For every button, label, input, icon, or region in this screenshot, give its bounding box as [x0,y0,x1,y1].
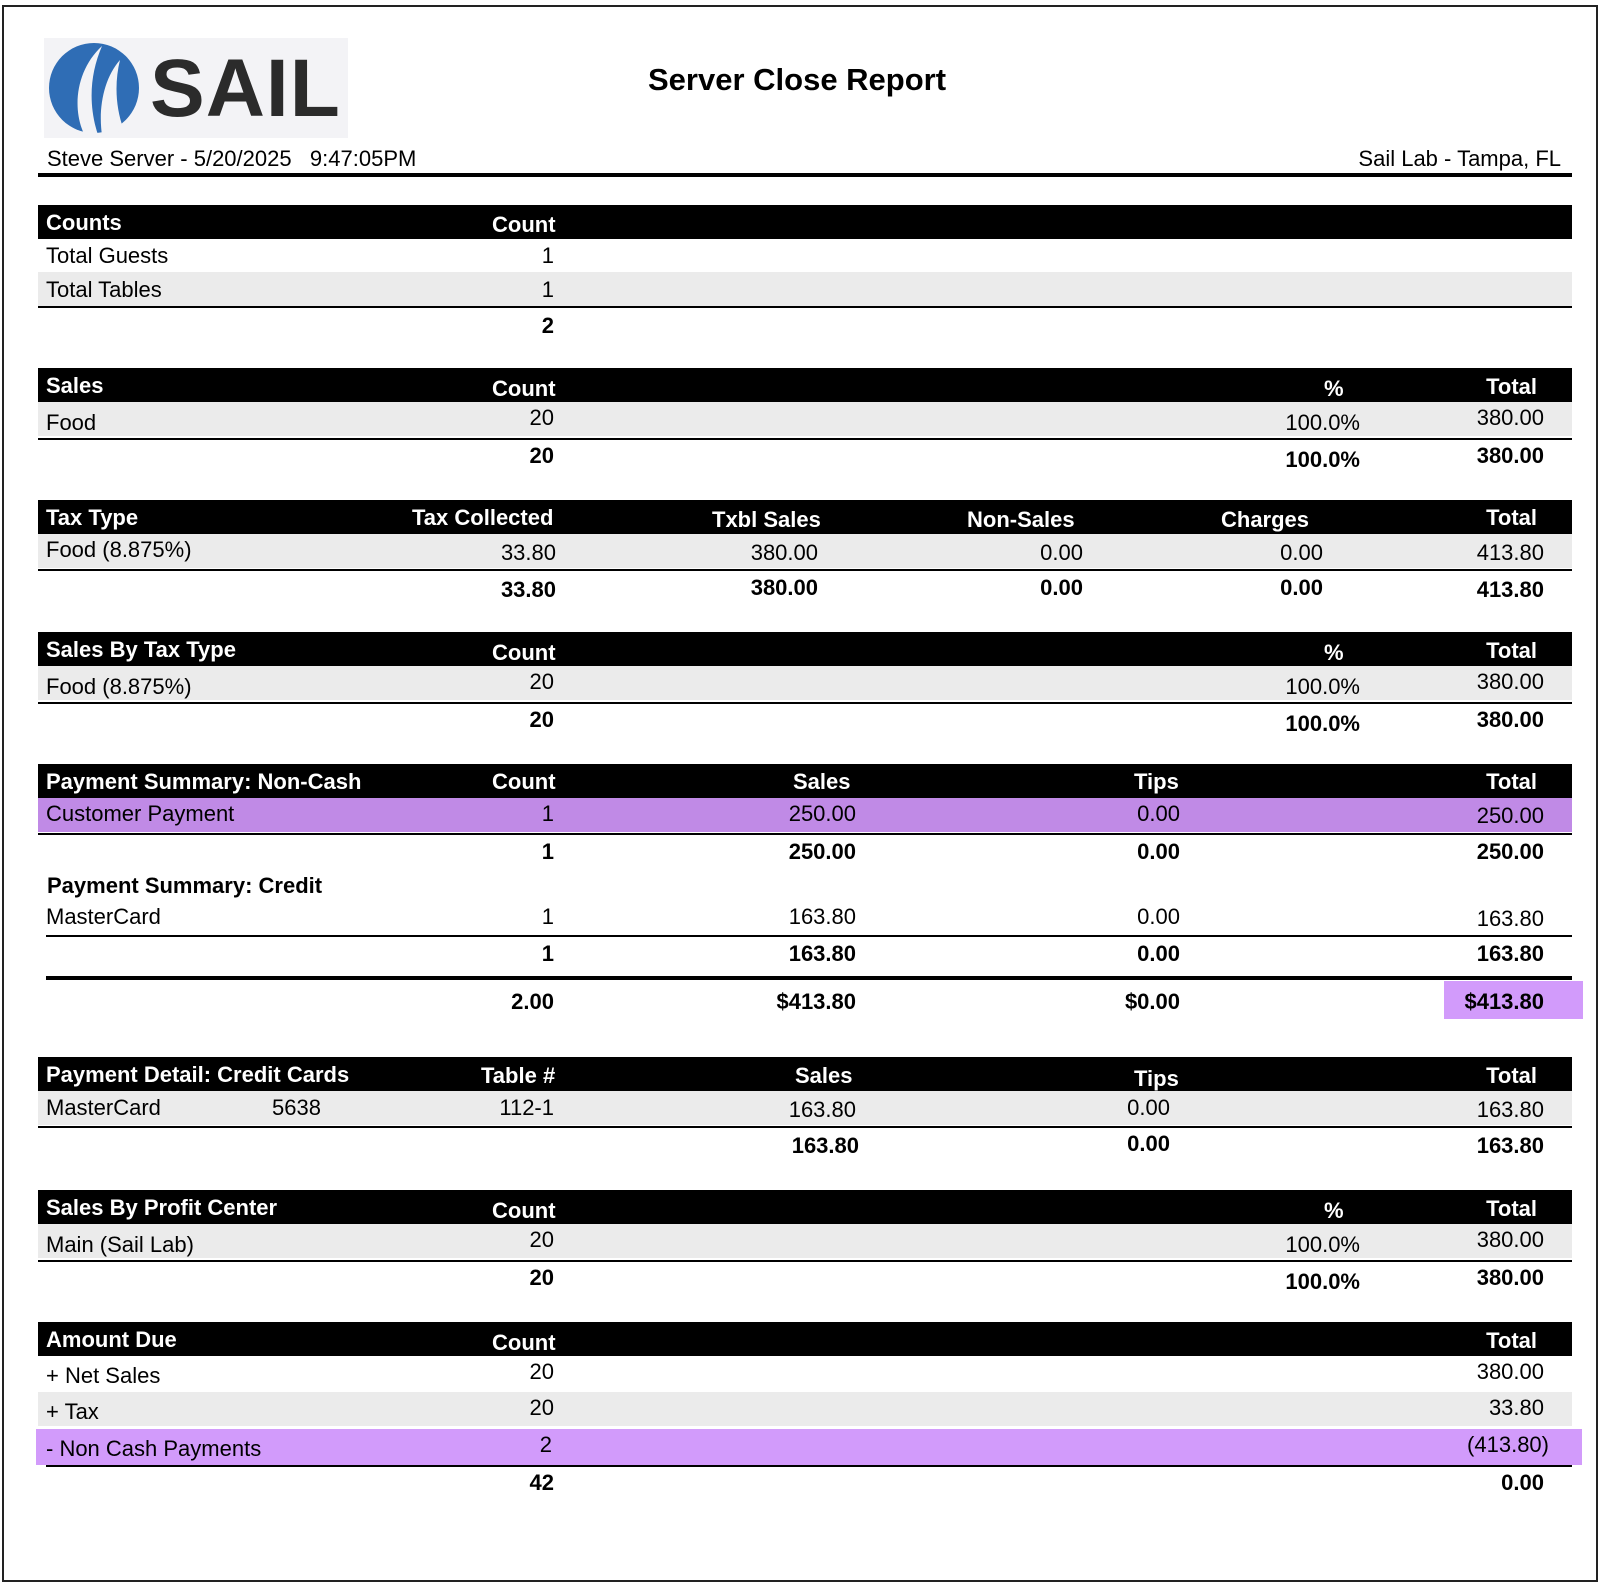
tax-header [38,500,1572,534]
txbl-col: Txbl Sales [712,507,821,532]
pct-col: % [1324,376,1344,401]
total-total: 413.80 [1476,577,1544,602]
row-count: 20 [529,669,554,694]
total-col: Total [1486,638,1537,663]
total-count: 2 [541,313,554,338]
total-collected: 33.80 [500,577,556,602]
total-count: 42 [529,1470,554,1495]
logo-text: SAIL [150,43,341,134]
total-count: 1 [541,941,554,966]
totals-row [38,308,1572,342]
table-row [38,1392,1572,1426]
total-tips: 0.00 [1137,941,1180,966]
row-total: 33.80 [1488,1395,1544,1420]
sail-logo-icon [44,38,144,138]
row-total: 380.00 [1476,1227,1544,1252]
total-count: 1 [541,839,554,864]
total-total: 380.00 [1476,707,1544,732]
logo [44,38,348,138]
count-col: Count [492,640,556,665]
total-sales: 163.80 [791,1133,859,1158]
totals-row [38,1262,1572,1296]
header-divider [38,173,1572,177]
row-count: 20 [529,405,554,430]
total-tips: 0.00 [1137,839,1180,864]
row-count: 1 [541,904,554,929]
table-row-highlighted [36,1429,1582,1465]
total-pct: 100.0% [1285,447,1360,472]
grand-total: $413.80 [1464,989,1544,1014]
count-col: Count [492,1330,556,1355]
totals-row [38,440,1572,474]
row-label: Food (8.875%) [46,537,192,562]
row-total: 413.80 [1476,540,1544,565]
totals-row [38,835,1572,869]
totals-row [38,572,1572,606]
nonsales-col: Non-Sales [967,507,1075,532]
sales-header [38,368,1572,402]
counts-title: Counts [46,210,122,235]
row-count: 1 [541,243,554,268]
sales-by-tax-title: Sales By Tax Type [46,637,236,662]
total-nonsales: 0.00 [1040,575,1083,600]
total-col: Total [1486,769,1537,794]
totals-row [38,1128,1572,1162]
counts-count-col: Count [492,212,556,237]
grand-count: 2.00 [511,989,554,1014]
total-col: Total [1486,1196,1537,1221]
row-label: MasterCard [46,904,161,929]
row-label: Total Guests [46,243,169,268]
row-txbl: 380.00 [750,540,818,565]
table-row [38,1224,1572,1258]
total-charges: 0.00 [1280,575,1323,600]
payment-summary-title: Payment Summary: Non-Cash [46,769,362,794]
row-charges: 0.00 [1280,540,1323,565]
count-col: Count [492,376,556,401]
grand-divider [46,976,1572,980]
row-label: + Tax [46,1399,99,1424]
sales-by-tax-header [38,632,1572,666]
row-label: MasterCard [46,1095,161,1120]
sales-col: Sales [793,769,851,794]
total-count: 20 [529,1265,554,1290]
row-tips: 0.00 [1127,1095,1170,1120]
row-pct: 100.0% [1285,674,1360,699]
row-pct: 100.0% [1285,1232,1360,1257]
payment-detail-header [38,1057,1572,1091]
total-pct: 100.0% [1285,711,1360,736]
row-total: 380.00 [1476,405,1544,430]
tax-title: Tax Type [46,505,139,530]
page-title: Server Close Report [648,62,947,97]
total-total: 380.00 [1476,1265,1544,1290]
pct-col: % [1324,640,1344,665]
row-total: 163.80 [1476,906,1544,931]
total-col: Total [1486,1328,1537,1353]
row-count: 20 [529,1227,554,1252]
table-row [38,238,1572,272]
row-total: (413.80) [1467,1432,1549,1457]
table-row [38,1091,1572,1125]
pct-col: % [1324,1198,1344,1223]
total-pct: 100.0% [1285,1269,1360,1294]
count-col: Count [492,1198,556,1223]
row-card-last4: 5638 [272,1095,321,1120]
credit-section-title: Payment Summary: Credit [47,873,323,898]
row-sales: 163.80 [788,904,856,929]
payment-detail-title: Payment Detail: Credit Cards [46,1062,350,1087]
total-col: Total [1486,374,1537,399]
row-label: Food [46,410,97,435]
grand-sales: $413.80 [776,989,856,1014]
tax-collected-col: Tax Collected [412,505,554,530]
row-label: Food (8.875%) [46,674,192,699]
total-sales: 250.00 [788,839,856,864]
row-table: 112-1 [499,1095,554,1120]
sales-title: Sales [46,373,104,398]
amount-due-header [38,1322,1572,1356]
row-total: 380.00 [1476,1359,1544,1384]
row-sales: 250.00 [788,801,856,826]
table-row [38,272,1572,306]
tips-col: Tips [1134,1066,1179,1091]
table-col: Table # [481,1063,556,1088]
total-total: 163.80 [1476,941,1544,966]
row-count: 20 [529,1395,554,1420]
table-row [38,900,1572,934]
sales-col: Sales [795,1063,853,1088]
totals-row [38,937,1572,971]
grand-totals-row [38,985,1572,1019]
grand-tips: $0.00 [1124,989,1180,1014]
table-row [38,666,1572,700]
count-col: Count [492,769,556,794]
row-count: 1 [541,277,554,302]
row-tips: 0.00 [1137,904,1180,929]
row-label: Main (Sail Lab) [46,1232,194,1257]
table-row [38,402,1572,436]
report-meta-left: Steve Server - 5/20/2025 9:47:05PM [47,146,417,171]
table-row [38,534,1572,568]
row-nonsales: 0.00 [1040,540,1083,565]
row-label: + Net Sales [46,1363,161,1388]
row-label: Customer Payment [46,801,235,826]
total-total: 163.80 [1476,1133,1544,1158]
totals-row [38,704,1572,738]
total-count: 20 [529,707,554,732]
table-row-highlighted [38,798,1572,832]
total-tips: 0.00 [1127,1131,1170,1156]
row-collected: 33.80 [500,540,556,565]
row-total: 163.80 [1476,1097,1544,1122]
row-total: 380.00 [1476,669,1544,694]
row-count: 1 [541,801,554,826]
counts-header [38,205,1572,239]
row-label: - Non Cash Payments [46,1436,262,1461]
totals-row [38,1467,1572,1501]
total-col: Total [1486,505,1537,530]
total-sales: 163.80 [788,941,856,966]
divider [38,569,1572,571]
charges-col: Charges [1221,507,1310,532]
row-total: 250.00 [1476,803,1544,828]
profit-center-header [38,1190,1572,1224]
row-count: 2 [539,1432,552,1457]
amount-due-title: Amount Due [46,1327,177,1352]
total-col: Total [1486,1063,1537,1088]
table-row [38,1356,1572,1390]
total-total: 250.00 [1476,839,1544,864]
payment-summary-header [38,764,1572,798]
report-meta-right: Sail Lab - Tampa, FL [1358,146,1561,171]
row-pct: 100.0% [1285,410,1360,435]
row-label: Total Tables [46,277,162,302]
row-tips: 0.00 [1137,801,1180,826]
total-total: 0.00 [1501,1470,1544,1495]
total-count: 20 [529,443,554,468]
row-count: 20 [529,1359,554,1384]
row-sales: 163.80 [788,1097,856,1122]
tips-col: Tips [1134,769,1179,794]
total-total: 380.00 [1476,443,1544,468]
profit-center-title: Sales By Profit Center [46,1195,278,1220]
total-txbl: 380.00 [750,575,818,600]
